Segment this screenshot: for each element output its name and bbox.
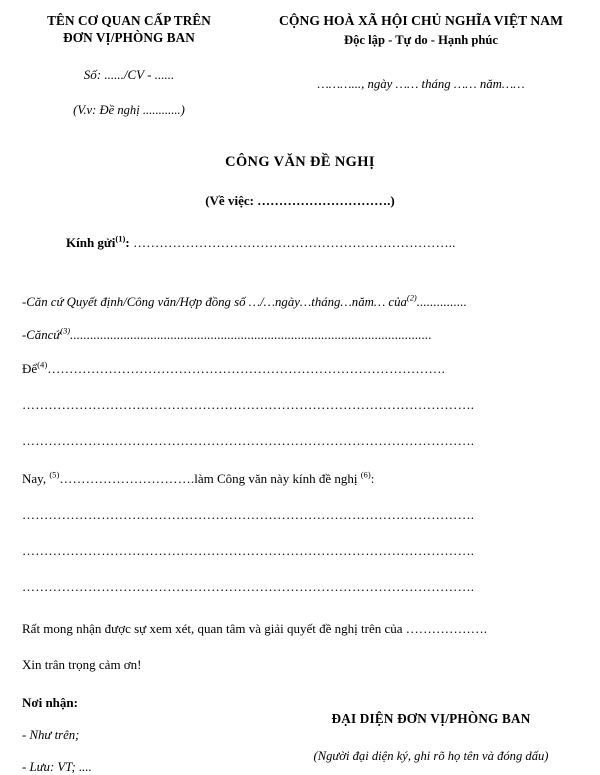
legal-basis-line-1 (22, 295, 578, 310)
request-dots: …………………………. (59, 470, 195, 486)
legal-basis-1-dots: ............... (416, 294, 467, 309)
blank-fill-line: …………………………………………………………………………………………. (22, 432, 475, 448)
footnote-marker-1: (1) (115, 234, 126, 244)
document-footer (0, 695, 600, 775)
purpose-line (22, 361, 578, 377)
legal-basis-2-text: -Căncứ (22, 327, 61, 342)
title-about-line: (Về việc: ………………………….) (205, 192, 395, 208)
recipient-colon: : (125, 234, 130, 250)
document-subject-note: (V.v: Đề nghị ............) (73, 102, 185, 117)
document-number: Số: ....../CV - ...... (83, 66, 175, 82)
blank-fill-line: …………………………………………………………………………………………. (22, 396, 475, 412)
recipient-label: Kính gửi (66, 234, 116, 250)
receivers-item: - Lưu: VT; .... (22, 759, 92, 774)
footnote-marker-5: (5) (49, 470, 60, 480)
blank-fill-line: …………………………………………………………………………………………. (22, 578, 475, 594)
receivers-item: - Như trên; (22, 727, 80, 742)
receivers-title: Nơi nhận: (22, 694, 78, 710)
page-title: CÔNG VĂN ĐỀ NGHỊ (225, 153, 375, 170)
header-left-block (0, 12, 248, 118)
request-prefix: Nay, (22, 470, 50, 486)
closing-request-line: Rất mong nhận được sự xem xét, quan tâm và giải quyết đề nghị trên của ………………. (22, 620, 488, 636)
document-header (0, 0, 600, 118)
place-date-line: ………..., ngày …… tháng …… năm…… (317, 77, 525, 92)
recipient-line (0, 235, 600, 251)
national-motto: Độc lập - Tự do - Hạnh phúc (344, 32, 498, 47)
closing-thanks-line: Xin trân trọng cảm ơn! (22, 656, 142, 672)
purpose-text: Để (22, 360, 38, 376)
recipient-dots: ……………………………………………………………….. (129, 234, 456, 250)
national-title: CỘNG HOÀ XÃ HỘI CHỦ NGHĨA VIỆT NAM (278, 13, 564, 28)
footnote-marker-2: (2) (406, 294, 417, 303)
footnote-marker-3: (3) (60, 327, 71, 336)
organization-unit-name: ĐƠN VỊ/PHÒNG BAN (63, 30, 195, 46)
request-suffix: làm Công văn này kính đề nghị (194, 470, 361, 486)
legal-basis-line-2 (22, 328, 578, 343)
signature-block (272, 695, 590, 764)
header-right-block (248, 12, 600, 92)
receivers-block (22, 695, 272, 775)
organization-upper-name: TÊN CƠ QUAN CẤP TRÊN (47, 13, 211, 28)
signature-title: ĐẠI DIỆN ĐƠN VỊ/PHÒNG BAN (331, 710, 531, 726)
blank-fill-line: …………………………………………………………………………………………. (22, 542, 475, 558)
purpose-dots: ………………………………………………………………………………. (47, 360, 446, 376)
legal-basis-1-text: -Căn cứ Quyết định/Công văn/Hợp đồng số …/…ngày…tháng…năm… của (22, 294, 407, 309)
footnote-marker-4: (4) (37, 360, 48, 370)
request-statement-line (22, 471, 578, 487)
blank-fill-line: …………………………………………………………………………………………. (22, 506, 475, 522)
signature-note: (Người đại diện ký, ghi rõ họ tên và đóng dấu) (313, 748, 549, 763)
footnote-marker-6: (6) (360, 470, 371, 480)
document-body (0, 295, 600, 673)
title-block (0, 154, 600, 209)
request-end: : (370, 470, 375, 486)
legal-basis-2-dots: ............................................................................................................ (70, 327, 432, 342)
